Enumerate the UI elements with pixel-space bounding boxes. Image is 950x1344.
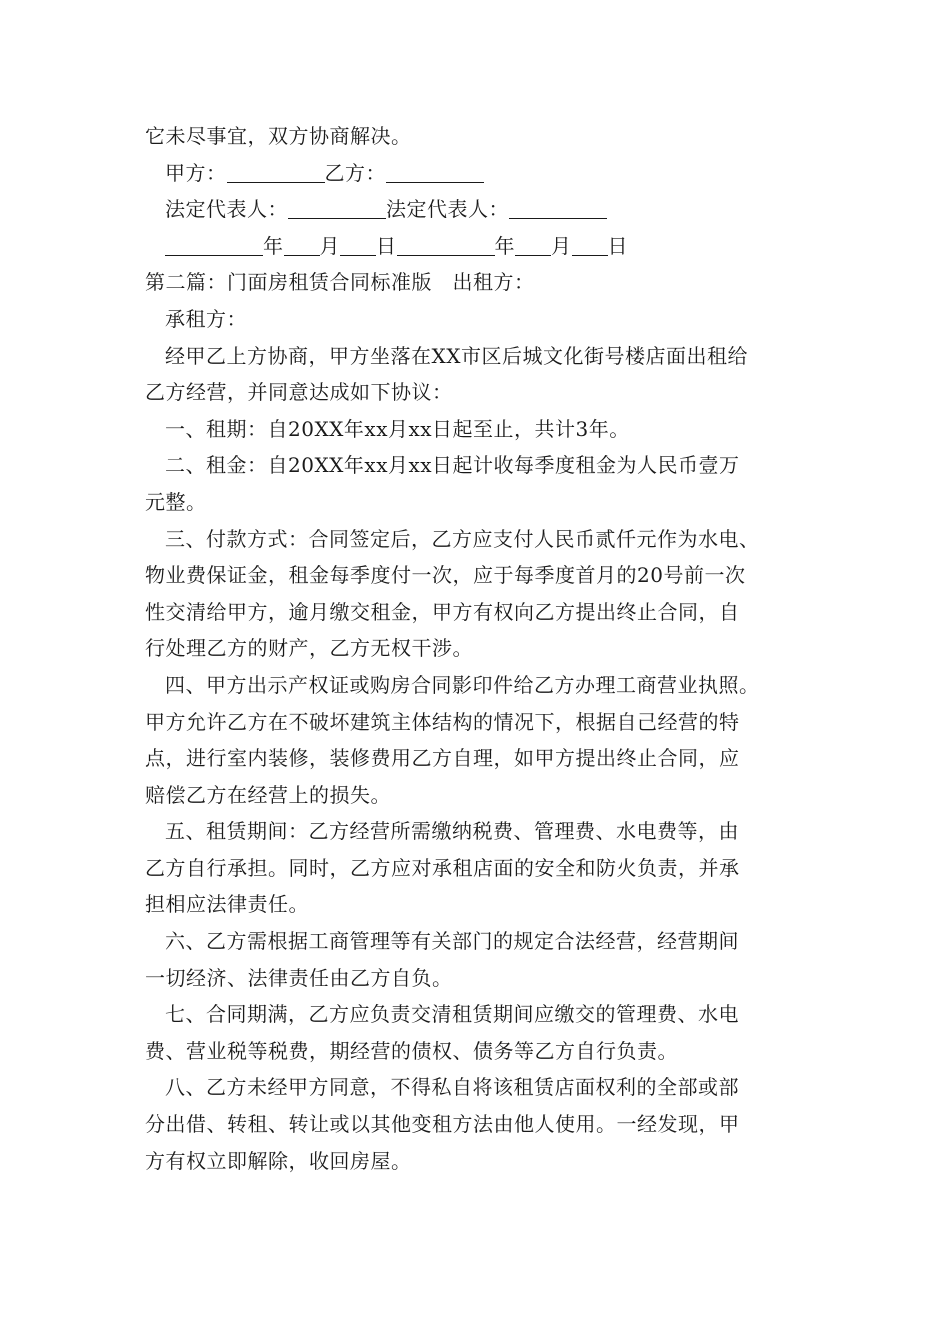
paragraph-line: 一、租期：自20XX年xx月xx日起至止，共计3年。 <box>165 416 630 441</box>
paragraph-line: 赔偿乙方在经营上的损失。 <box>145 782 391 807</box>
paragraph-line: 费、营业税等税费，期经营的债权、债务等乙方自行负责。 <box>145 1038 678 1063</box>
date-b-month-blank <box>515 233 551 256</box>
paragraph-line: 担相应法律责任。 <box>145 892 309 917</box>
date-b-month-label: 月 <box>551 233 572 258</box>
paragraph-line: 四、甲方出示产权证或购房合同影印件给乙方办理工商营业执照。 <box>165 672 760 697</box>
paragraph-line: 点，进行室内装修，装修费用乙方自理，如甲方提出终止合同，应 <box>145 746 740 771</box>
paragraph-line: 乙方自行承担。同时，乙方应对承租店面的安全和防火负责，并承 <box>145 855 740 880</box>
paragraph-line: 六、乙方需根据工商管理等有关部门的规定合法经营，经营期间 <box>165 929 739 954</box>
date-b-year-blank <box>397 233 495 256</box>
party-b-label: 乙方： <box>324 160 386 185</box>
section-2-heading: 第二篇：门面房租赁合同标准版 出租方： <box>145 270 535 295</box>
paragraph-line: 物业费保证金，租金每季度付一次，应于每季度首月的20号前一次 <box>145 563 746 588</box>
paragraph-line: 行处理乙方的财产，乙方无权干涉。 <box>145 636 473 661</box>
paragraph-line: 五、租赁期间：乙方经营所需缴纳税费、管理费、水电费等，由 <box>165 819 739 844</box>
paragraph-7 <box>145 996 845 1069</box>
document-body <box>145 118 845 1179</box>
date-a-year-blank <box>165 233 263 256</box>
signature-legal-rep-line <box>145 191 845 228</box>
paragraph-line: 分出借、转租、转让或以其他变租方法由他人使用。一经发现，甲 <box>145 1112 740 1137</box>
legal-rep-b-label: 法定代表人： <box>386 197 509 222</box>
paragraph-line: 七、合同期满，乙方应负责交清租赁期间应缴交的管理费、水电 <box>165 1002 739 1027</box>
paragraph-line: 二、租金：自20XX年xx月xx日起计收每季度租金为人民币壹万 <box>165 453 740 478</box>
lessee-line: 承租方： <box>165 306 247 331</box>
signature-parties-line <box>145 155 845 192</box>
paragraph-line: 元整。 <box>145 489 207 514</box>
paragraph-line: 经甲乙上方协商，甲方坐落在XX市区后城文化街号楼店面出租给 <box>165 343 748 368</box>
continuation-line: 它未尽事宜，双方协商解决。 <box>145 124 412 148</box>
paragraph-1 <box>145 411 845 448</box>
paragraph-line: 一切经济、法律责任由乙方自负。 <box>145 965 453 990</box>
date-a-day-blank <box>340 233 376 256</box>
date-b-day-blank <box>572 233 608 256</box>
paragraph-5 <box>145 813 845 923</box>
date-b-day-label: 日 <box>607 233 628 258</box>
paragraph-line: 三、付款方式：合同签定后，乙方应支付人民币贰仟元作为水电、 <box>165 526 760 551</box>
date-a-day-label: 日 <box>376 233 397 258</box>
date-a-month-blank <box>284 233 320 256</box>
date-b-year-label: 年 <box>494 233 515 258</box>
paragraph-8 <box>145 1069 845 1179</box>
paragraph-line: 方有权立即解除，收回房屋。 <box>145 1148 412 1173</box>
signature-date-line <box>145 228 845 265</box>
paragraph-4 <box>145 667 845 813</box>
paragraph-line: 性交清给甲方，逾月缴交租金，甲方有权向乙方提出终止合同，自 <box>145 599 740 624</box>
legal-rep-a-label: 法定代表人： <box>165 197 288 222</box>
date-a-month-label: 月 <box>319 233 340 258</box>
paragraph-6 <box>145 923 845 996</box>
party-b-blank <box>386 160 484 183</box>
paragraph-3 <box>145 521 845 667</box>
legal-rep-b-blank <box>509 196 607 219</box>
paragraph-2 <box>145 447 845 520</box>
paragraph-line: 八、乙方未经甲方同意，不得私自将该租赁店面权利的全部或部 <box>165 1075 739 1100</box>
paragraph-0 <box>145 338 845 411</box>
party-a-blank <box>227 160 325 183</box>
paragraph-line: 乙方经营，并同意达成如下协议： <box>145 380 453 405</box>
date-a-year-label: 年 <box>263 233 284 258</box>
legal-rep-a-blank <box>288 196 386 219</box>
paragraph-line: 甲方允许乙方在不破坏建筑主体结构的情况下，根据自己经营的特 <box>145 709 740 734</box>
party-a-label: 甲方： <box>165 160 227 185</box>
